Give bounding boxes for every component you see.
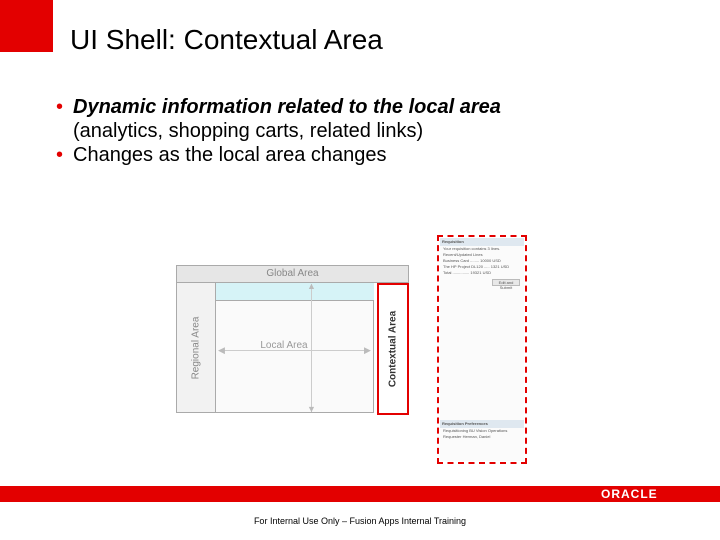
bullet-text: Changes as the local area changes: [73, 144, 387, 166]
panel-pref-line: Requester Herman, Daniel: [443, 434, 491, 439]
contextual-panel-outline: [437, 235, 527, 464]
panel-line: Your requisition contains 3 lines.: [443, 246, 501, 251]
footer-text: For Internal Use Only – Fusion Apps Internal Training: [253, 516, 467, 526]
panel-header: Requisition: [440, 238, 524, 246]
regional-area-label: Regional Area: [190, 316, 202, 380]
oracle-logo: ORACLE: [601, 487, 658, 501]
slide-title: UI Shell: Contextual Area: [70, 24, 383, 55]
bullet-dot-icon: •: [56, 96, 64, 118]
panel-line: Total ............... 19321 USD: [443, 270, 492, 275]
panel-line: Business Card ........ 10000 USD: [443, 258, 501, 263]
bullet-dot-icon: •: [56, 144, 64, 166]
bullet-text: Dynamic information related to the local area: [73, 96, 501, 118]
bullet-subtext: (analytics, shopping carts, related links): [73, 120, 424, 142]
panel-line: The HP Project DL120 ..... 1321 USD: [443, 264, 510, 269]
panel-pref-header: Requisition Preferences: [440, 420, 524, 428]
local-area-label: Local Area: [260, 340, 308, 351]
local-area-header-bar: [216, 283, 374, 301]
global-area: Global Area: [176, 265, 409, 283]
panel-line: Recent/Updated Lines: [443, 252, 483, 257]
edit-and-submit-button[interactable]: Edit and Submit: [492, 279, 520, 286]
arrow-down-icon: ▼: [307, 404, 316, 414]
arrow-left-icon: ◀: [218, 345, 225, 355]
arrow-up-icon: ▲: [307, 281, 316, 291]
local-area: [216, 301, 374, 413]
panel-pref-line: Requisitioning BU Vision Operations: [443, 428, 508, 433]
arrow-right-icon: ▶: [364, 345, 371, 355]
contextual-area-label: Contextual Area: [387, 310, 399, 388]
